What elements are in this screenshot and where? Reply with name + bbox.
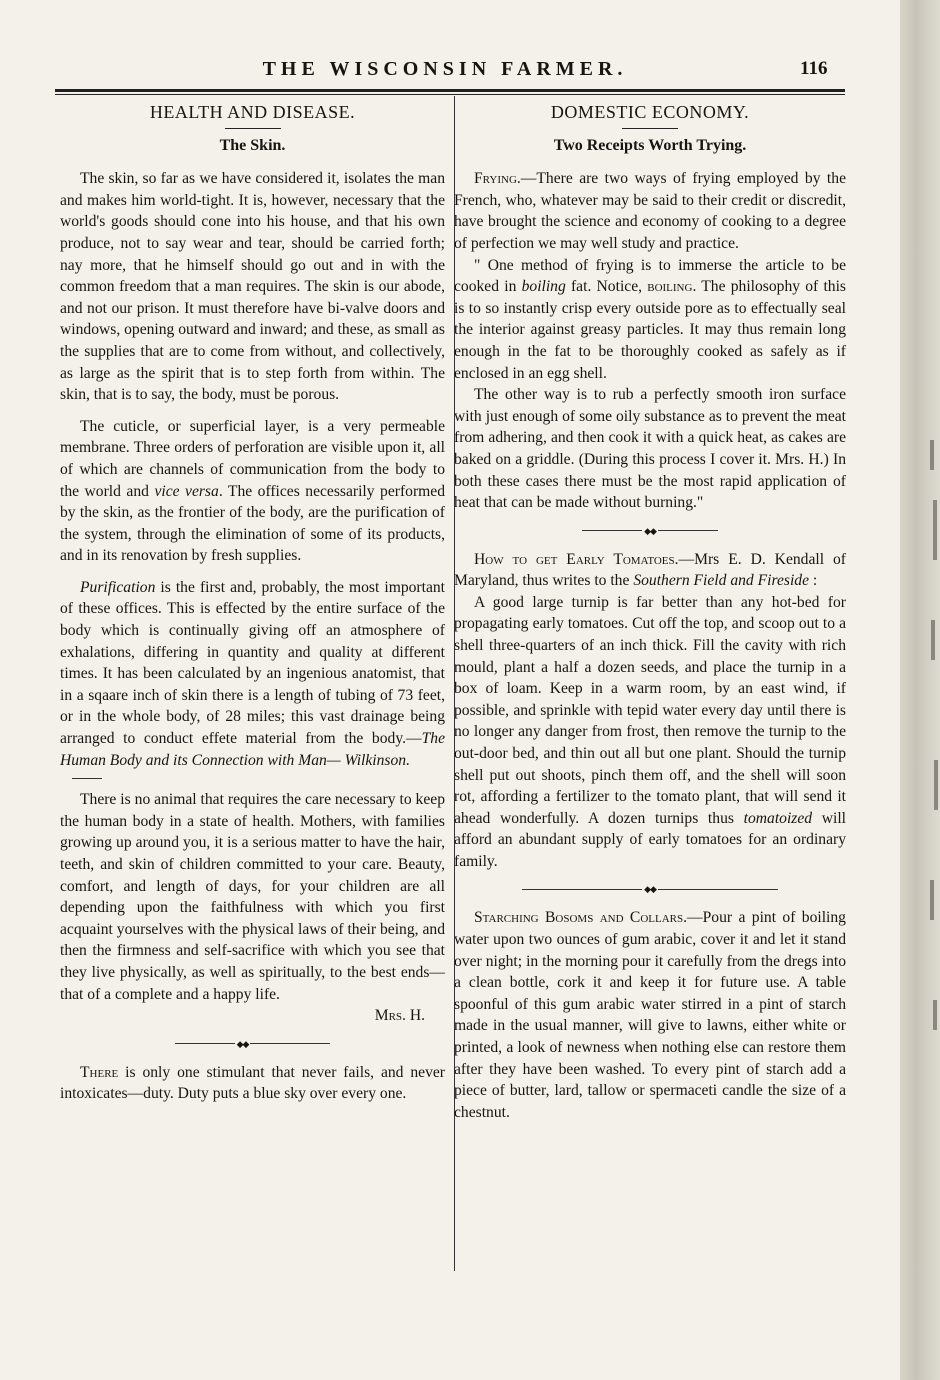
text-run: : [809,572,818,590]
section-underline [622,128,678,129]
edge-ink-mark [930,880,934,920]
ornament-divider [60,1037,445,1050]
ornament-line [582,530,642,531]
text-run: —Pour a pint of boiling water upon two ounces of gum arabic, cover it and let it stand over night; in the morning pour it carefully from the dregs into a clean bottle, cork it and keep it for future use. A table spoonful of this gum arabic water stirred in a pint of starch made in the usual manner, will give to lawns, either white or printed, a look of newness when nothing else can restore them after they have been washed. To every pint of starch add a piece of butter, lard, tallow or spermaceti candle the size of a chestnut. [454,909,846,1121]
ornament-line [658,530,718,531]
page-number: 116 [800,58,828,79]
text-run: will afford an abundant supply of early tomatoes for an ordinary family. [454,809,846,870]
source-citation: The Human Body and its Connection with Man— Wilkinson. [60,730,445,769]
section-heading-domestic: DOMESTIC ECONOMY. [550,102,750,122]
italic-boiling: boiling [521,278,566,296]
ornament-line [522,889,642,890]
ornament-line [250,1043,330,1044]
italic-purification: Purification [80,578,156,596]
masthead-title: THE WISCONSIN FARMER. [262,58,628,80]
section-heading-health: HEALTH AND DISEASE. [149,102,356,122]
diamond-ornament-icon: ◆◆ [236,1038,249,1049]
ornament-divider [454,883,846,896]
italic-vice-versa: vice versa [154,482,219,500]
diamond-ornament-icon: ◆◆ [644,525,656,536]
ornament-divider [454,524,846,537]
small-caps-boiling: boiling [647,278,693,296]
header-rule-thin [55,94,845,95]
skin-paragraph-2 [60,416,445,567]
duty-paragraph [60,1062,445,1105]
separator-rule [72,778,102,779]
article-title-skin: The Skin. [219,136,286,154]
ornament-line [658,889,778,890]
article-title-receipts: Two Receipts Worth Trying. [553,136,747,154]
text-run: . The offices necessarily performed by the skin, as the frontier of the body, are the purification of the system, through the elimination of some of its products, and in its renovation by fresh supplies. [60,482,445,565]
text-run: —Mrs E. D. Kendall of Maryland, thus writes to the [454,550,846,590]
source-citation: Southern Field and Fireside [633,572,810,590]
edge-ink-mark [931,620,935,660]
right-column [454,100,846,1123]
text-run: A good large turnip is far better than any hot-bed for propagating early tomatoes. Cut off the top, and scoop out to a shell three-quarters of an inch thick. Fill the cavity with rich mould, plant a half a dozen seeds, and place the turnip in a box of loam. Keep in a warm room, by an east wind, if possible, and sprinkle with tepid water every day until there is no longer any danger from frost, then remove the turnip to the out-door bed, and thin out all but one plant. Should the turnip shell put out shoots, pinch them off, and the shell will soon rot, affording a fertilizer to the tomato plant, that will send it ahead wonderfully. A dozen turnips thus [454,593,846,827]
text-run: is the first and, probably, the most important of these offices. This is effected by the entire surface of the body which is continually giving off an atmosphere of exhalations, differing in quantity and quality at different times. It has been calculated by an ingenious anatomist, that in a sqaare inch of skin there is a length of tubing of 73 feet, or in the whole body, of 28 miles; this vast drainage being arranged to conduct effete material from the body.— [60,578,445,748]
edge-ink-mark [930,440,934,470]
text-run: —There are two ways of frying employed by the French, who, whatever may be said to their credit or discredit, have brought the science and economy of cooking to a degree of perfection we may well study and practice. [454,170,846,252]
text-run: fat. Notice, [565,278,648,296]
skin-paragraph-3 [60,577,445,771]
left-column [60,100,445,1105]
small-caps-there: There [80,1063,119,1081]
small-caps-tomatoes: How to get Early Tomatoes. [474,550,679,568]
italic-tomatoized: tomatoized [743,809,813,827]
edge-ink-mark [933,500,937,560]
signature-mrs-h: Mrs. H. [374,1007,425,1025]
ornament-line [175,1043,235,1044]
text-run: The cuticle, or superficial layer, is a very permeable membrane. Three orders of perforation are visible upon it, all of which are channels of communication from the body to the world and [60,417,445,500]
text-run: . The philosophy of this is to so instantly crisp every outside pore as to effectually seal the interior against greasy particles. It may thus remain long enough in the fat to be thoroughly cooked as safely as if enclosed in an egg shell. [454,278,846,382]
care-paragraph: There is no animal that requires the care necessary to keep the human body in a state of health. Mothers, with families growing up around you, it is a serious matter to have the hair, teeth, and skin of children committed to your care. Beauty, comfort, and length of days, for your children are all depending upon the faithfulness with which you first acquaint yourselves with the physical laws of their being, and then the firmness and self-sacrifice with which you see that they live physically, as well as spiritually, to the best ends—that of a complete and a happy life. [60,791,445,1003]
edge-ink-mark [934,760,938,810]
text-run: " One method of frying is to immerse the article to be cooked in [454,256,846,296]
small-caps-starching: Starching Bosoms and Collars. [474,909,688,927]
small-caps-frying: Frying. [474,170,521,188]
diamond-ornament-icon: ◆◆ [644,884,656,895]
tomatoes-intro [454,549,846,592]
facing-page-edge [900,0,940,1380]
frying-paragraph-1 [454,168,846,254]
section-underline [225,128,281,129]
text-run: is only one stimulant that never fails, and never intoxicates—duty. Duty puts a blue sky over every one. [60,1063,445,1103]
frying-paragraph-3: The other way is to rub a perfectly smooth iron surface with just enough of some oily substance as to prevent the meat from adhering, and then cook it with a quick heat, as cakes are baked on a griddle. (During this process I cover it. Mrs. H.) In both these cases there must be the most rapid application of heat that can be made without burning." [454,386,846,512]
skin-paragraph-1: The skin, so far as we have considered it, isolates the man and makes him world-tight. It is, however, necessary that the world's goods should cone into his house, and that his own produce, not to say wear and tear, should be carried forth; nay more, that he himself should go out and in with the common freedom that a man requires. The skin is our abode, and not our prison. It must therefore have bi-valve doors and windows, opening outward and inward; and these, as small as the supplies that are to come from without, and collectively, as large as the spirit that is to step forth from within. The skin, that is to say, the body, must be porous. [60,170,446,404]
header-rule-thick [55,89,845,92]
frying-paragraph-2 [454,255,846,385]
tomatoes-paragraph [454,592,846,873]
starching-paragraph [454,907,846,1123]
edge-ink-mark [933,1000,937,1030]
